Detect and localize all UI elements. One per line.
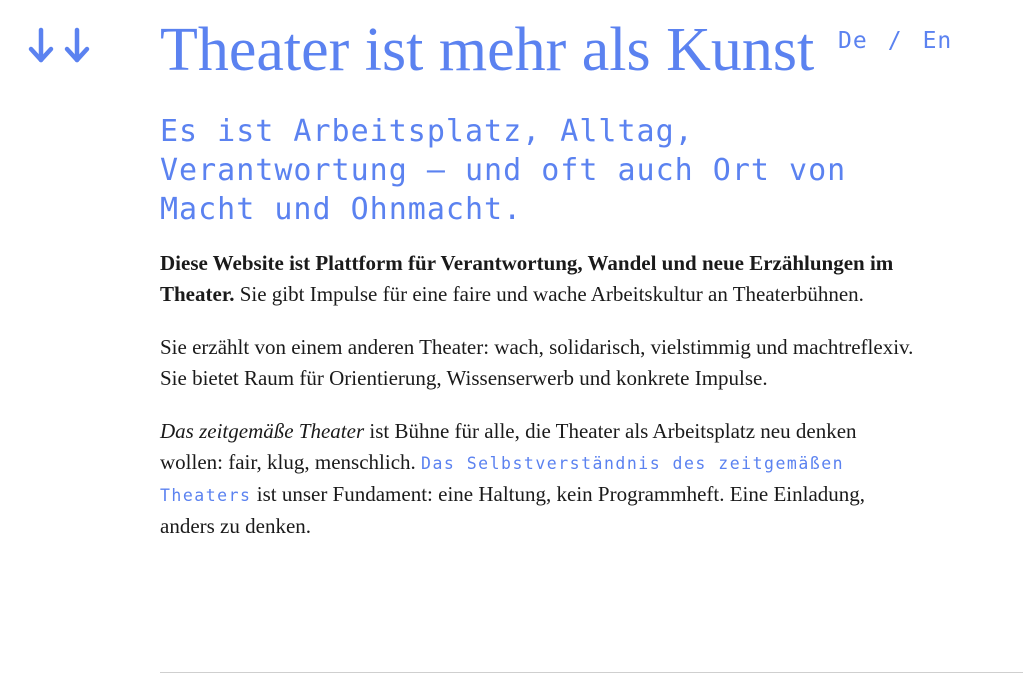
language-switcher	[838, 28, 952, 54]
intro-paragraph-1	[160, 248, 920, 310]
intro-paragraph-2: Sie erzählt von einem anderen Theater: wach, solidarisch, vielstimmig und machtreflexiv. Sie bietet Raum für Orientierung, Wissenserwerb und konkrete Impulse.	[160, 335, 914, 390]
selbstverstaendnis-link[interactable]: Das Selbstverständnis des zeitgemäßen Theaters	[160, 454, 845, 505]
arrow-down-icon	[28, 26, 54, 66]
intro-paragraph-1-rest: Sie gibt Impulse für eine faire und wache Arbeitskultur an Theaterbühnen.	[234, 282, 864, 306]
theater-name-italic: Das zeitgemäße Theater	[160, 419, 365, 443]
arrow-down-icon	[64, 26, 90, 66]
intro-paragraph-3	[160, 416, 920, 542]
page-subtitle: Es ist Arbeitsplatz, Alltag, Verantwortung – und oft auch Ort von Macht und Ohnmacht.	[160, 114, 847, 227]
intro-paragraph-3-mid: ist Bühne für alle, die Theater als Arbeitsplatz neu denken wollen: fair, klug, menschlich.	[160, 419, 857, 474]
page-title: Theater ist mehr als Kunst	[160, 16, 815, 84]
lang-separator: /	[887, 28, 903, 54]
scroll-down-arrows[interactable]	[28, 26, 90, 66]
intro-lead-bold: Diese Website ist Plattform für Verantwortung, Wandel und neue Erzählungen im Theater.	[160, 251, 894, 306]
intro-paragraph-3-rest: ist unser Fundament: eine Haltung, kein Programmheft. Eine Einladung, anders zu denken.	[160, 482, 866, 538]
section-divider	[160, 672, 1023, 673]
lang-de-link[interactable]: De	[838, 28, 868, 54]
intro-text	[160, 248, 920, 564]
lang-en-link[interactable]: En	[922, 28, 953, 54]
